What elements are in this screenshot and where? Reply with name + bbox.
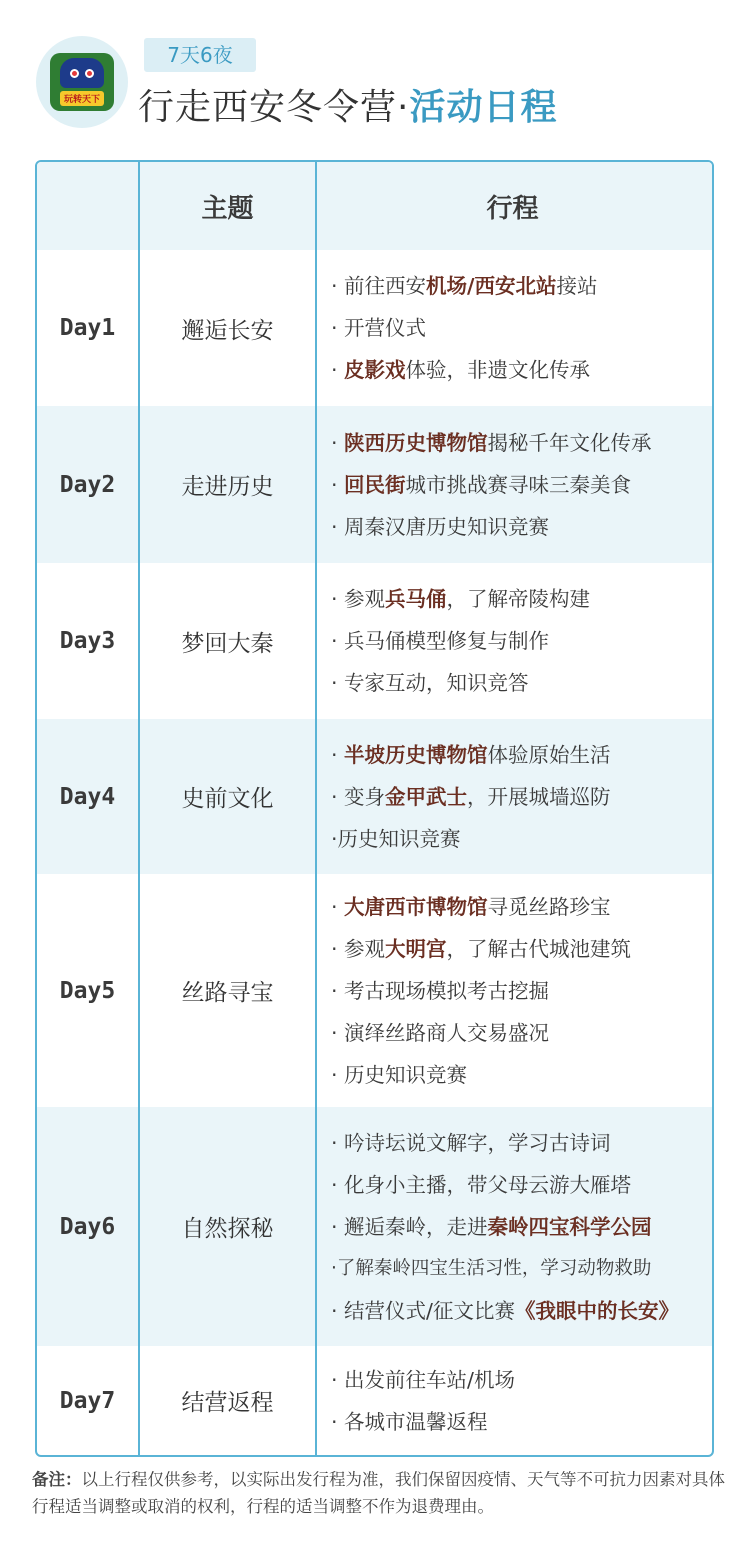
day-theme: 丝路寻宝 bbox=[140, 874, 317, 1107]
itinerary-item bbox=[331, 1122, 708, 1164]
itinerary-item bbox=[331, 1401, 708, 1443]
itinerary-text: 体验原始生活 bbox=[487, 742, 611, 767]
itinerary-item bbox=[331, 776, 708, 818]
itinerary-text: · 各城市温馨返程 bbox=[331, 1409, 488, 1434]
itinerary-highlight: 大唐西市博物馆 bbox=[344, 894, 488, 919]
logo-eye-right bbox=[85, 69, 94, 78]
day-label: Day3 bbox=[37, 563, 140, 719]
itinerary-item bbox=[331, 818, 708, 860]
itinerary-text: · bbox=[331, 894, 345, 919]
itinerary-text: ，了解古代城池建筑 bbox=[446, 936, 632, 961]
table-header-row bbox=[37, 162, 712, 250]
itinerary-text: ·历史知识竞赛 bbox=[331, 826, 461, 851]
header-day-cell bbox=[37, 162, 140, 250]
itinerary-text: · 出发前往车站/机场 bbox=[331, 1367, 515, 1392]
day-label: Day2 bbox=[37, 406, 140, 563]
itinerary-text: · 考古现场模拟考古挖掘 bbox=[331, 978, 550, 1003]
itinerary-text: ，开展城墙巡防 bbox=[467, 784, 611, 809]
itinerary-item bbox=[331, 349, 708, 391]
table-row bbox=[37, 406, 712, 563]
itinerary-item bbox=[331, 1012, 708, 1054]
table-row bbox=[37, 874, 712, 1107]
itinerary-list bbox=[317, 1107, 712, 1346]
itinerary-list bbox=[317, 874, 712, 1107]
itinerary-item bbox=[331, 1359, 708, 1401]
day-label: Day1 bbox=[37, 250, 140, 406]
table-row bbox=[37, 250, 712, 406]
day-label: Day7 bbox=[37, 1346, 140, 1455]
itinerary-text: · 演绎丝路商人交易盛况 bbox=[331, 1020, 550, 1045]
itinerary-text: · 专家互动，知识竞答 bbox=[331, 671, 529, 695]
itinerary-list bbox=[317, 563, 712, 719]
title-highlight: 活动日程 bbox=[409, 87, 558, 128]
itinerary-text: · 变身 bbox=[331, 784, 386, 809]
duration-tag: 7天6夜 bbox=[144, 38, 256, 72]
itinerary-text: · 开营仪式 bbox=[331, 316, 427, 340]
itinerary-item bbox=[331, 662, 708, 704]
itinerary-list bbox=[317, 719, 712, 874]
itinerary-text: 接站 bbox=[556, 274, 598, 298]
itinerary-list bbox=[317, 406, 712, 563]
itinerary-text: · 参观 bbox=[331, 587, 386, 611]
logo-eye-left bbox=[70, 69, 79, 78]
day-theme: 自然探秘 bbox=[140, 1107, 317, 1346]
note-text: 以上行程仅供参考，以实际出发行程为准，我们保留因疫情、天气等不可抗力因素对具体行程适当调整或取消的权利，行程的适当调整不作为退费理由。 bbox=[32, 1470, 725, 1516]
itinerary-item bbox=[331, 578, 708, 620]
page-title bbox=[138, 82, 557, 134]
itinerary-list bbox=[317, 1346, 712, 1455]
itinerary-item bbox=[331, 265, 708, 307]
itinerary-highlight: 金甲武士 bbox=[385, 784, 468, 809]
itinerary-item bbox=[331, 464, 708, 506]
itinerary-item bbox=[331, 928, 708, 970]
itinerary-highlight: 兵马俑 bbox=[385, 587, 447, 611]
itinerary-text: 揭秘千年文化传承 bbox=[487, 430, 652, 455]
itinerary-text: · bbox=[331, 358, 345, 382]
note-lead: 备注： bbox=[32, 1470, 82, 1489]
table-row bbox=[37, 563, 712, 719]
day-label: Day6 bbox=[37, 1107, 140, 1346]
itinerary-text: · 历史知识竞赛 bbox=[331, 1062, 468, 1087]
itinerary-item bbox=[331, 620, 708, 662]
itinerary-item bbox=[331, 1290, 708, 1332]
itinerary-text: · 前往西安 bbox=[331, 274, 427, 298]
itinerary-item bbox=[331, 886, 708, 928]
header bbox=[0, 0, 750, 150]
itinerary-item bbox=[331, 1164, 708, 1206]
day-theme: 史前文化 bbox=[140, 719, 317, 874]
itinerary-item bbox=[331, 1248, 708, 1290]
itinerary-highlight: 秦岭四宝科学公园 bbox=[487, 1214, 652, 1239]
header-theme: 主题 bbox=[140, 162, 317, 250]
itinerary-text: · 周秦汉唐历史知识竞赛 bbox=[331, 514, 550, 539]
itinerary-list bbox=[317, 250, 712, 406]
itinerary-highlight: 机场/西安北站 bbox=[426, 274, 557, 298]
itinerary-highlight: 《我眼中的长安》 bbox=[514, 1298, 679, 1323]
itinerary-text: 体验，非遗文化传承 bbox=[405, 358, 591, 382]
day-label: Day4 bbox=[37, 719, 140, 874]
logo bbox=[36, 36, 128, 128]
day-theme: 梦回大秦 bbox=[140, 563, 317, 719]
itinerary-text: · 化身小主播，带父母云游大雁塔 bbox=[331, 1172, 632, 1197]
itinerary-text: ，了解帝陵构建 bbox=[446, 587, 591, 611]
itinerary-item bbox=[331, 1054, 708, 1096]
itinerary-item bbox=[331, 734, 708, 776]
header-itinerary: 行程 bbox=[486, 193, 539, 224]
table-row bbox=[37, 1107, 712, 1346]
itinerary-item bbox=[331, 307, 708, 349]
title-main: 行走西安冬令营· bbox=[138, 87, 410, 128]
logo-badge bbox=[50, 53, 114, 111]
table-row bbox=[37, 1346, 712, 1455]
itinerary-item bbox=[331, 970, 708, 1012]
itinerary-item bbox=[331, 422, 708, 464]
itinerary-item bbox=[331, 1206, 708, 1248]
itinerary-text: · bbox=[331, 430, 345, 455]
itinerary-text: · 吟诗坛说文解字，学习古诗词 bbox=[331, 1130, 611, 1155]
day-label: Day5 bbox=[37, 874, 140, 1107]
itinerary-text: 寻觅丝路珍宝 bbox=[487, 894, 611, 919]
day-theme: 走进历史 bbox=[140, 406, 317, 563]
table-row bbox=[37, 719, 712, 874]
itinerary-text: 城市挑战赛寻味三秦美食 bbox=[405, 472, 632, 497]
itinerary-highlight: 大明宫 bbox=[385, 936, 447, 961]
schedule-table bbox=[35, 160, 714, 1457]
itinerary-text: ·了解秦岭四宝生活习性，学习动物救助 bbox=[331, 1257, 652, 1279]
footnote bbox=[32, 1466, 726, 1520]
itinerary-text: · bbox=[331, 742, 345, 767]
itinerary-highlight: 陕西历史博物馆 bbox=[344, 430, 488, 455]
itinerary-highlight: 回民街 bbox=[344, 472, 406, 497]
robot-icon bbox=[60, 58, 104, 88]
itinerary-item bbox=[331, 506, 708, 548]
itinerary-text: · 结营仪式/征文比赛 bbox=[331, 1298, 515, 1323]
itinerary-highlight: 半坡历史博物馆 bbox=[344, 742, 488, 767]
itinerary-text: · 参观 bbox=[331, 936, 386, 961]
itinerary-highlight: 皮影戏 bbox=[344, 358, 406, 382]
itinerary-text: · 邂逅秦岭，走进 bbox=[331, 1214, 488, 1239]
itinerary-text: · 兵马俑模型修复与制作 bbox=[331, 629, 550, 653]
day-theme: 邂逅长安 bbox=[140, 250, 317, 406]
day-theme: 结营返程 bbox=[140, 1346, 317, 1455]
logo-text: 玩转天下 bbox=[60, 91, 104, 106]
itinerary-text: · bbox=[331, 472, 345, 497]
